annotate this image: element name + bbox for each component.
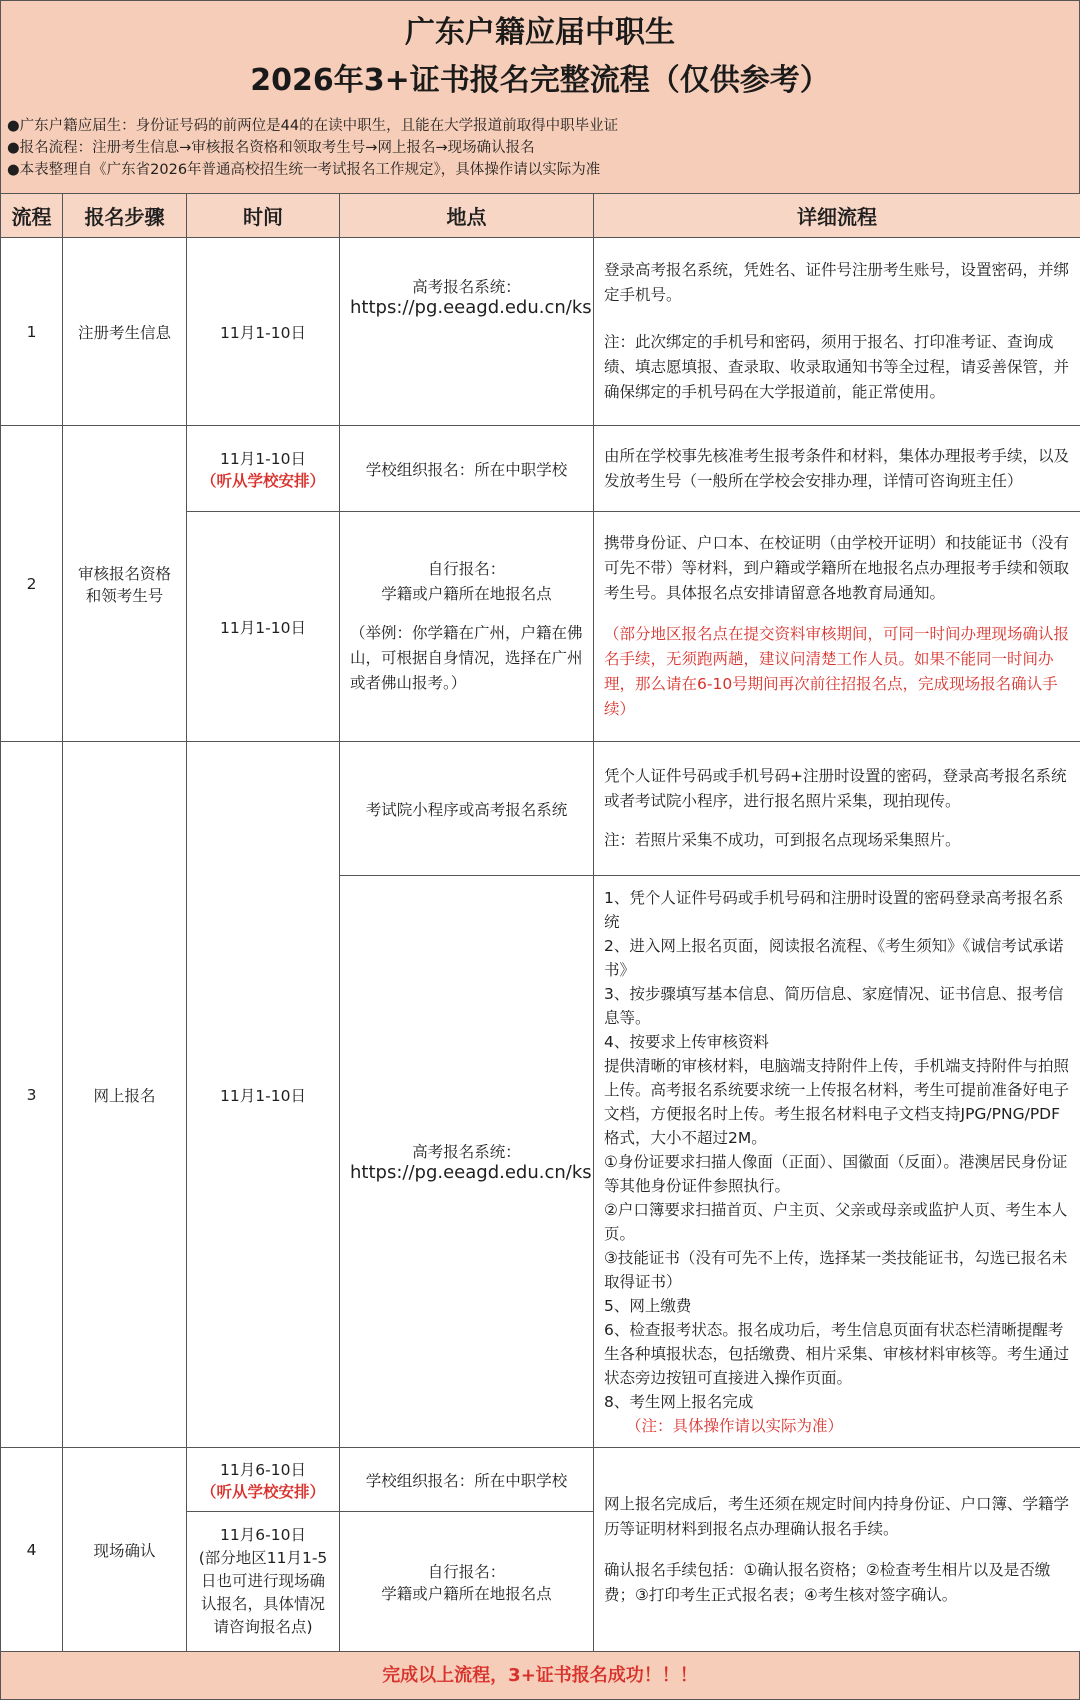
row-number: 2	[1, 426, 63, 742]
page-title-line2: 2026年3+证书报名完整流程（仅供参考）	[250, 63, 830, 98]
detail-cell	[594, 1448, 1080, 1652]
detail-line: 提供清晰的审核材料，电脑端支持附件上传，手机端支持附件与拍照上传。高考报名系统要求统一上传报名材料，考生可提前准备好电子文档，方便报名时上传。考生报名材料电子文档支持JPG/PNG/PDF格式，大小不超过2M。	[604, 1056, 1070, 1147]
detail-line: 1、凭个人证件号码或手机号码和注册时设置的密码登录高考报名系统	[604, 888, 1064, 931]
detail-paragraph: 网上报名完成后，考生还须在规定时间内持身份证、户口簿、学籍学历等证明材料到报名点办理确认报名手续。	[604, 1494, 1070, 1538]
place-cell	[340, 876, 594, 1448]
place-cell	[340, 238, 594, 426]
detail-line: ①身份证要求扫描人像面（正面）、国徽面（反面）。港澳居民身份证等其他身份证件参照执行。	[604, 1152, 1068, 1195]
header-banner	[0, 0, 1080, 193]
time-cell	[187, 426, 340, 512]
place-title: 自行报名：	[427, 560, 506, 578]
place-label: 高考报名系统：	[412, 1143, 521, 1161]
registration-url-link[interactable]: https://pg.eeagd.edu.cn/ks	[350, 297, 592, 318]
detail-paragraph: 注：若照片采集不成功，可到报名点现场采集照片。	[604, 831, 961, 849]
table-row	[1, 1448, 1080, 1512]
column-header-step: 报名步骤	[63, 194, 187, 238]
detail-paragraph: 携带身份证、户口本、在校证明（由学校开证明）和技能证书（没有可先不带）等材料，到户籍或学籍所在地报名点办理报考手续和领取考生号。具体报名点安排请留意各地教育局通知。	[604, 534, 1070, 602]
place-cell	[340, 512, 594, 742]
time-note: （听从学校安排）	[200, 1482, 325, 1501]
detail-cell	[594, 512, 1080, 742]
time-note: (部分地区11月1-5日也可进行现场确认报名，具体情况请咨询报名点)	[198, 1549, 328, 1636]
detail-cell	[594, 876, 1080, 1448]
detail-line: 3、按步骤填写基本信息、简历信息、家庭情况、证书信息、报考信息等。	[604, 984, 1064, 1027]
detail-warning: （部分地区报名点在提交资料审核期间，可同一时间办理现场确认报名手续，无须跑两趟，建议问清楚工作人员。如果不能同一时间办理，那么请在6-10号期间再次前往招报名点，完成现场报名确认手续）	[604, 625, 1070, 718]
column-header-detail: 详细流程	[594, 194, 1080, 238]
detail-line: 8、考生网上报名完成	[604, 1392, 754, 1411]
step-name: 注册考生信息	[63, 238, 187, 426]
note-item: ●本表整理自《广东省2026年普通高校招生统一考试报名工作规定》，具体操作请以实际为准	[7, 162, 601, 178]
detail-line: ②户口簿要求扫描首页、户主页、父亲或母亲或监护人页、考生本人页。	[604, 1200, 1068, 1243]
table-row	[1, 426, 1080, 512]
table-header-row	[1, 194, 1080, 238]
time-text: 11月6-10日	[220, 1526, 306, 1544]
table-row	[1, 238, 1080, 426]
column-header-place: 地点	[340, 194, 594, 238]
page-title-line1: 广东户籍应届中职生	[405, 15, 675, 50]
place-cell: 考试院小程序或高考报名系统	[340, 742, 594, 876]
detail-cell: 由所在学校事先核准考生报考条件和材料，集体办理报考手续，以及发放考生号（一般所在学校会安排办理，详情可咨询班主任）	[594, 426, 1080, 512]
column-header-process: 流程	[1, 194, 63, 238]
step-name: 网上报名	[63, 742, 187, 1448]
place-example: （举例：你学籍在广州，户籍在佛山，可根据自身情况，选择在广州或者佛山报考。）	[350, 624, 583, 692]
detail-cell	[594, 238, 1080, 426]
process-table	[0, 193, 1080, 1652]
place-title: 自行报名：	[427, 1562, 506, 1581]
row-number: 4	[1, 1448, 63, 1652]
detail-warning: （注：具体操作请以实际为准）	[626, 1416, 844, 1435]
detail-line: 6、检查报考状态。报名成功后，考生信息页面有状态栏清晰提醒考生各种填报状态，包括缴费、相片采集、审核材料审核等。考生通过状态旁边按钮可直接进入操作页面。	[604, 1320, 1070, 1387]
time-cell	[187, 1512, 340, 1652]
time-cell	[187, 1448, 340, 1512]
time-cell: 11月1-10日	[187, 742, 340, 1448]
row-number: 3	[1, 742, 63, 1448]
footer-banner: 完成以上流程，3+证书报名成功！！！	[0, 1652, 1080, 1700]
time-cell: 11月1-10日	[187, 512, 340, 742]
time-text: 11月6-10日	[220, 1460, 306, 1479]
place-label: 高考报名系统：	[412, 278, 521, 296]
detail-cell	[594, 742, 1080, 876]
time-note: （听从学校安排）	[200, 471, 325, 490]
note-item: ●广东户籍应届生：身份证号码的前两位是44的在读中职生，且能在大学报道前取得中职毕业证	[7, 118, 619, 134]
place-subtitle: 学籍或户籍所在地报名点	[381, 585, 552, 603]
detail-line: 5、网上缴费	[604, 1296, 692, 1315]
step-name: 审核报名资格和领考生号	[63, 426, 187, 742]
time-text: 11月1-10日	[220, 449, 306, 468]
detail-line: ③技能证书（没有可先不上传，选择某一类技能证书，勾选已报名未取得证书）	[604, 1248, 1068, 1291]
registration-url-link[interactable]: https://pg.eeagd.edu.cn/ks	[350, 1162, 592, 1183]
detail-paragraph: 凭个人证件号码或手机号码+注册时设置的密码，登录高考报名系统或者考试院小程序，进行报名照片采集，现拍现传。	[604, 767, 1067, 810]
detail-paragraph: 确认报名手续包括：①确认报名资格；②检查考生相片以及是否缴费；③打印考生正式报名表；④考生核对签字确认。	[604, 1560, 1051, 1604]
place-cell: 学校组织报名：所在中职学校	[340, 1448, 594, 1512]
place-cell	[340, 1512, 594, 1652]
detail-paragraph: 登录高考报名系统，凭姓名、证件号注册考生账号，设置密码，并绑定手机号。	[604, 261, 1070, 304]
place-cell: 学校组织报名：所在中职学校	[340, 426, 594, 512]
table-row	[1, 742, 1080, 876]
row-number: 1	[1, 238, 63, 426]
detail-paragraph: 注：此次绑定的手机号和密码，须用于报名、打印准考证、查询成绩、填志愿填报、查录取、收录取通知书等全过程，请妥善保管，并确保绑定的手机号码在大学报道前，能正常使用。	[604, 333, 1070, 401]
notes-list	[1, 105, 1079, 181]
place-subtitle: 学籍或户籍所在地报名点	[381, 1584, 552, 1603]
note-item: ●报名流程：注册考生信息→审核报名资格和领取考生号→网上报名→现场确认报名	[7, 140, 535, 156]
time-cell: 11月1-10日	[187, 238, 340, 426]
column-header-time: 时间	[187, 194, 340, 238]
step-name: 现场确认	[63, 1448, 187, 1652]
detail-line: 4、按要求上传审核资料	[604, 1032, 769, 1051]
detail-line: 2、进入网上报名页面，阅读报名流程、《考生须知》《诚信考试承诺书》	[604, 936, 1064, 979]
